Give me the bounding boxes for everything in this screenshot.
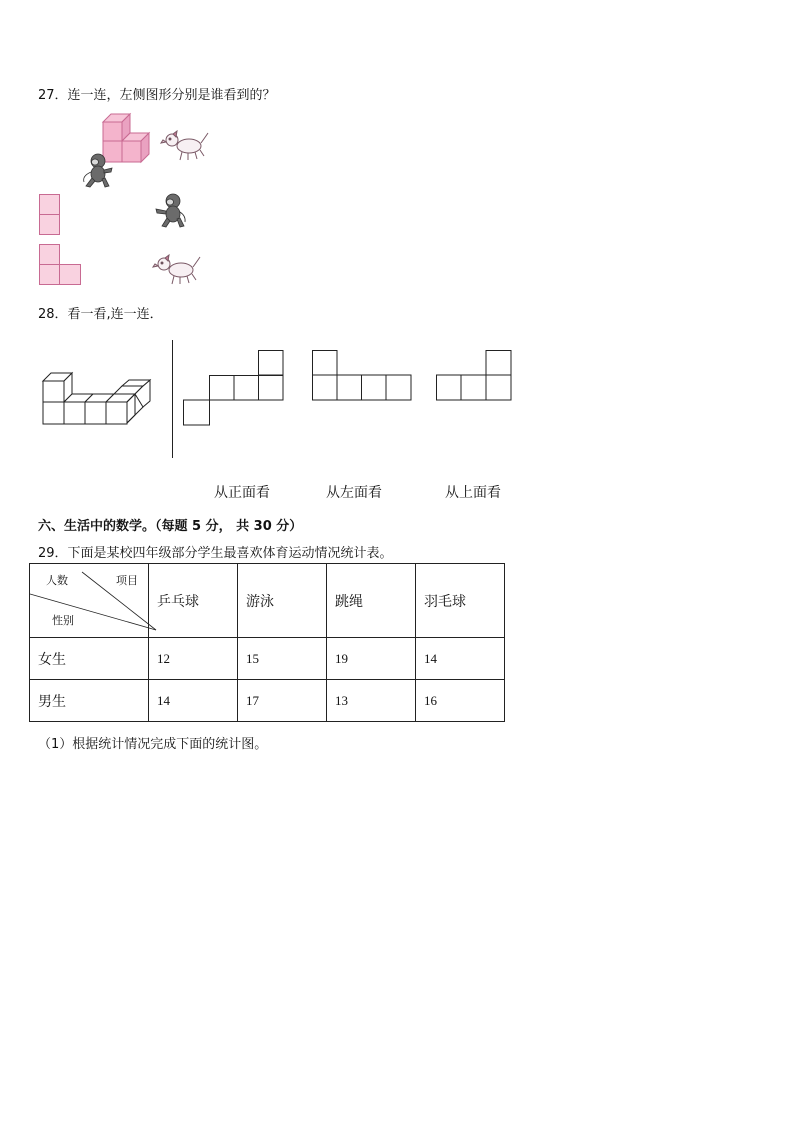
table-row: [30, 680, 505, 722]
q28-view-a: [183, 350, 285, 427]
table-cell: 14: [416, 638, 505, 680]
table-cell: 17: [238, 680, 327, 722]
col-header: 游泳: [238, 564, 327, 638]
q28-block-figure: [42, 372, 154, 428]
col-header: 跳绳: [327, 564, 416, 638]
monkey-icon: [152, 192, 188, 230]
table-header-row: [30, 564, 505, 638]
col-header: 乒乓球: [149, 564, 238, 638]
corner-top-right: 项目: [116, 574, 138, 587]
section6-title: 六、生活中的数学。（每题 5 分， 共 30 分）: [38, 519, 303, 534]
view-label-top: 从上面看: [445, 485, 501, 501]
q28-view-c: [436, 350, 514, 402]
q27-option-b-figure: [39, 244, 82, 286]
q28-view-b: [312, 350, 414, 402]
view-label-front: 从正面看: [214, 485, 270, 501]
col-header: 羽毛球: [416, 564, 505, 638]
table-cell: 15: [238, 638, 327, 680]
q29-title: 29．下面是某校四年级部分学生最喜欢体育运动情况统计表。: [38, 546, 393, 561]
row-label: 男生: [30, 680, 149, 722]
view-label-left: 从左面看: [326, 485, 382, 501]
q28-title: 28．看一看,连一连．: [38, 307, 163, 322]
corner-bottom-left: 性别: [52, 614, 74, 627]
q29-table: [29, 563, 505, 722]
table-corner-cell: [30, 564, 149, 638]
table-cell: 19: [327, 638, 416, 680]
dog-icon: [152, 252, 202, 286]
dog-icon: [160, 128, 210, 162]
row-label: 女生: [30, 638, 149, 680]
corner-top-left: 人数: [46, 574, 68, 587]
table-cell: 13: [327, 680, 416, 722]
monkey-icon: [78, 152, 114, 190]
table-cell: 14: [149, 680, 238, 722]
q28-divider: [172, 340, 173, 458]
q27-title: 27．连一连，左侧图形分别是谁看到的？: [38, 88, 276, 103]
q29-sub1: （1）根据统计情况完成下面的统计图。: [38, 737, 268, 752]
q27-option-a-figure: [39, 194, 61, 236]
table-cell: 16: [416, 680, 505, 722]
table-row: [30, 638, 505, 680]
table-cell: 12: [149, 638, 238, 680]
